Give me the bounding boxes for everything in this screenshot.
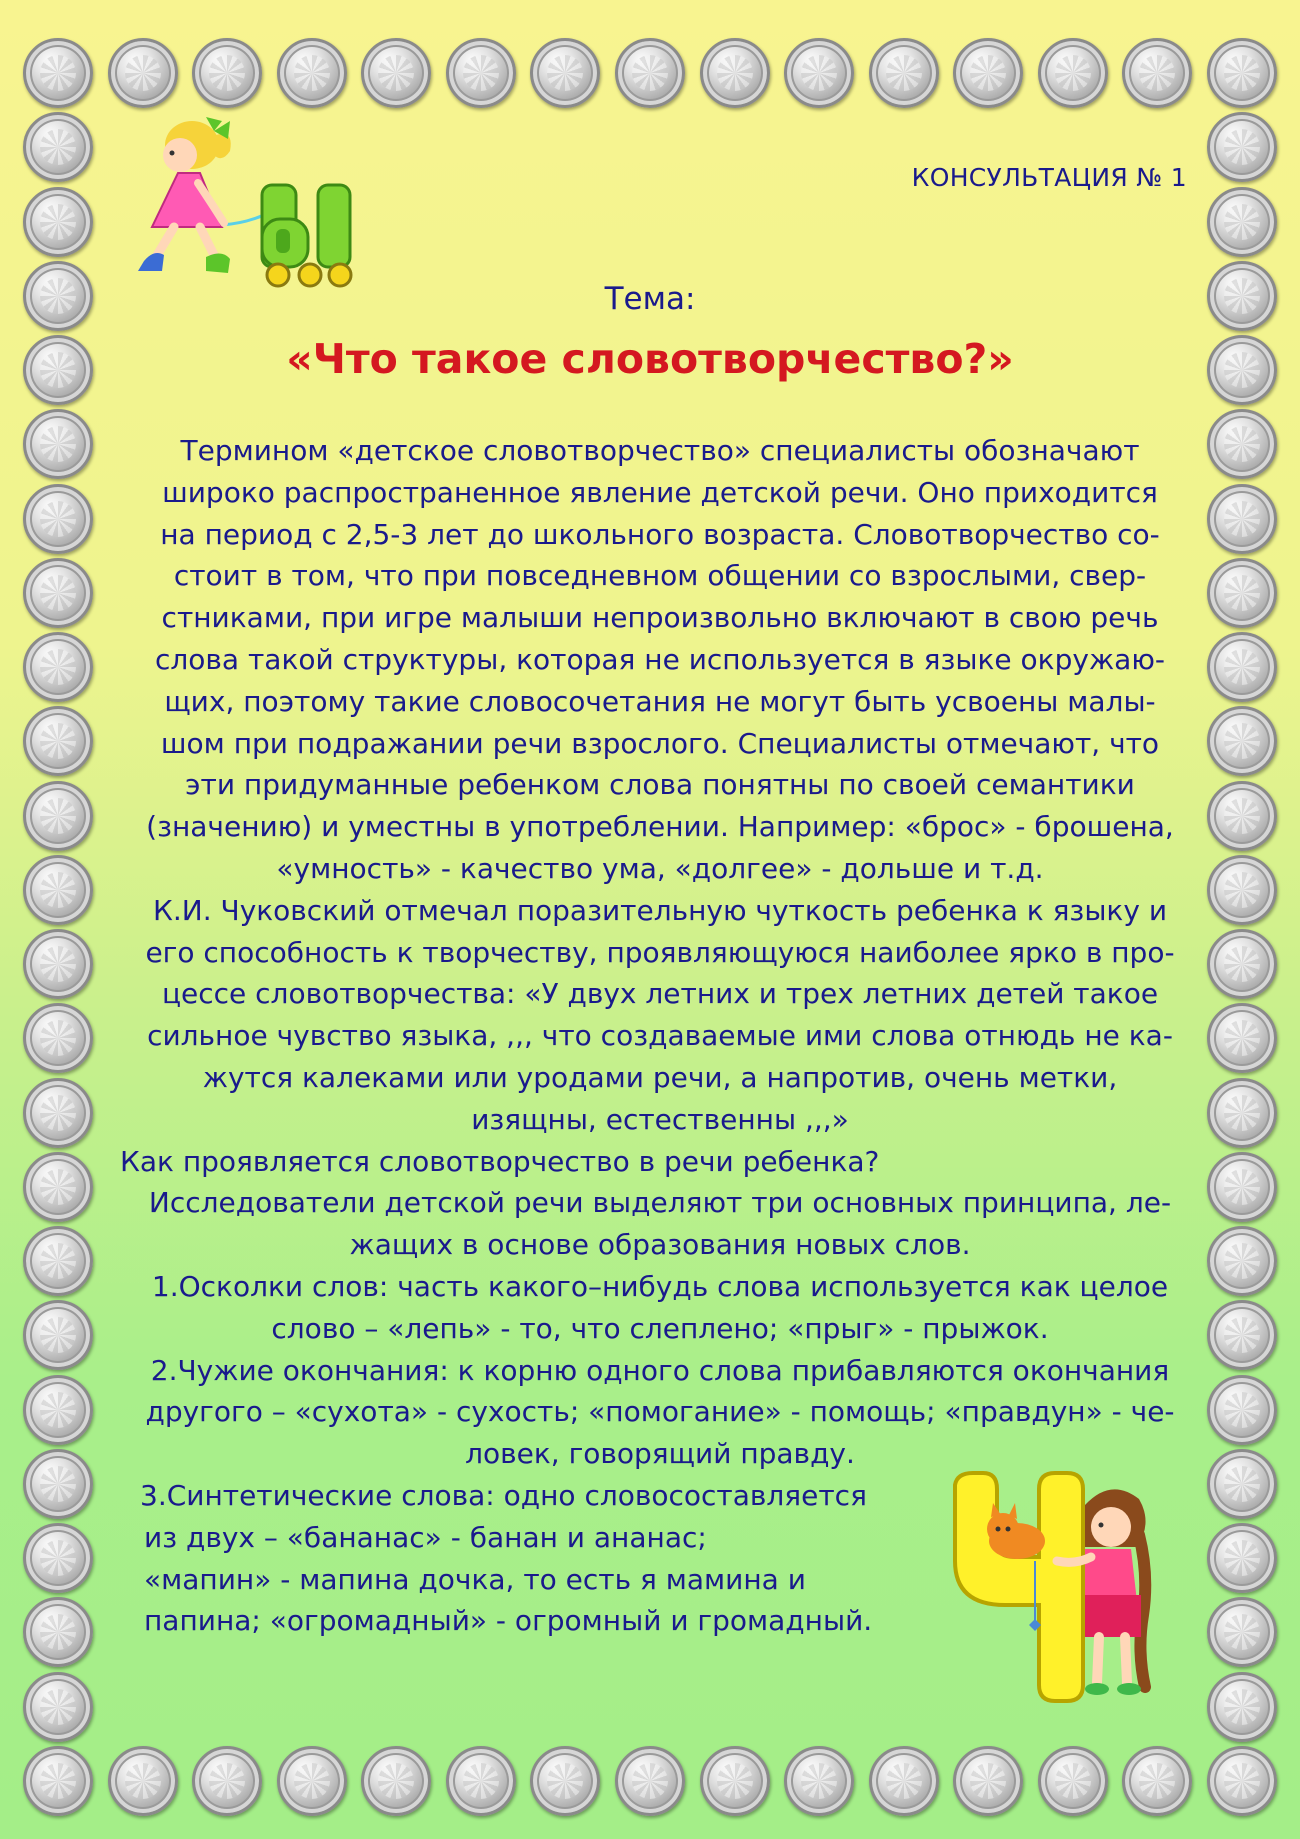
coin-decoration	[1207, 1300, 1277, 1370]
coin-decoration	[192, 1746, 262, 1816]
coin-decoration	[530, 1746, 600, 1816]
coin-decoration	[23, 1152, 93, 1222]
coin-decoration	[23, 1672, 93, 1742]
body-line: жутся калеками или уродами речи, а напротив, очень метки,	[202, 1060, 1118, 1094]
coin-decoration	[1207, 781, 1277, 851]
body-line: слово – «лепь» - то, что слеплено; «прыг» - прыжок.	[271, 1311, 1049, 1345]
coin-decoration	[1207, 1226, 1277, 1296]
coin-decoration	[1207, 632, 1277, 702]
coin-decoration	[1038, 38, 1108, 108]
coin-decoration	[1207, 1523, 1277, 1593]
coin-decoration	[23, 1300, 93, 1370]
body-line: шом при подражании речи взрослого. Специалисты отмечают, что	[160, 726, 1160, 760]
body-line: на период с 2,5-3 лет до школьного возраста. Словотворчество со-	[160, 517, 1160, 551]
coin-decoration	[23, 1449, 93, 1519]
coin-decoration	[23, 1226, 93, 1296]
coin-decoration	[23, 929, 93, 999]
coin-decoration	[277, 38, 347, 108]
coin-decoration	[23, 1375, 93, 1445]
coin-decoration	[23, 1746, 93, 1816]
coin-decoration	[361, 38, 431, 108]
coin-decoration	[1207, 409, 1277, 479]
coin-decoration	[1122, 1746, 1192, 1816]
coin-decoration	[700, 1746, 770, 1816]
topic-label: Тема:	[604, 281, 696, 317]
body-line: цессе словотворчества: «У двух летних и трех летних детей такое	[161, 977, 1159, 1011]
coin-decoration	[784, 1746, 854, 1816]
coin-decoration	[530, 38, 600, 108]
body-line: «мапин» - мапина дочка, то есть я мамина и	[144, 1562, 806, 1596]
coin-decoration	[1207, 112, 1277, 182]
coin-decoration	[108, 1746, 178, 1816]
body-line: ловек, говорящий правду.	[465, 1437, 855, 1471]
body-line: 2.Чужие окончания: к корню одного слова прибавляются окончания	[150, 1353, 1170, 1387]
coin-decoration	[1207, 1003, 1277, 1073]
body-line: стниками, при игре малыши непроизвольно включают в свою речь	[161, 601, 1159, 635]
coin-decoration	[108, 38, 178, 108]
body-line: из двух – «бананас» - банан и ананас;	[144, 1520, 707, 1554]
coin-decoration	[784, 38, 854, 108]
coin-decoration	[1207, 1597, 1277, 1667]
body-line: Исследователи детской речи выделяют три основных принципа, ле-	[148, 1186, 1172, 1220]
coin-decoration	[1207, 38, 1277, 108]
coin-decoration	[953, 1746, 1023, 1816]
coin-decoration	[23, 1003, 93, 1073]
coin-decoration	[23, 632, 93, 702]
body-line: Термином «детское словотворчество» специалисты обозначают	[180, 434, 1140, 467]
coin-decoration	[23, 706, 93, 776]
body-line: стоит в том, что при повседневном общении со взрослыми, свер-	[173, 559, 1147, 593]
coin-decoration	[1207, 558, 1277, 628]
coin-decoration	[1038, 1746, 1108, 1816]
coin-decoration	[869, 38, 939, 108]
body-line: сильное чувство языка, ,,, что создаваемые ими слова отнюдь не ка-	[147, 1019, 1173, 1053]
consultation-label: КОНСУЛЬТАЦИЯ № 1	[911, 163, 1187, 192]
body-line: изящны, естественны ,,,»	[471, 1102, 849, 1136]
coin-decoration	[1207, 1449, 1277, 1519]
coin-decoration	[700, 38, 770, 108]
coin-decoration	[23, 855, 93, 925]
coin-decoration	[23, 558, 93, 628]
body-line: 1.Осколки слов: часть какого–нибудь слова используется как целое	[151, 1269, 1169, 1303]
coin-decoration	[615, 38, 685, 108]
coin-decoration	[446, 1746, 516, 1816]
coin-decoration	[23, 1078, 93, 1148]
coin-decoration	[23, 112, 93, 182]
coin-decoration	[23, 187, 93, 257]
body-line: (значению) и уместны в употреблении. Например: «брос» - брошена,	[146, 810, 1174, 844]
coin-decoration	[1207, 187, 1277, 257]
coin-decoration	[1207, 929, 1277, 999]
body-line: папина; «огромадный» - огромный и громадный.	[144, 1604, 873, 1638]
coin-decoration	[446, 38, 516, 108]
body-line: эти придуманные ребенком слова понятны по своей семантики	[185, 768, 1135, 802]
coin-decoration	[869, 1746, 939, 1816]
girl-with-letter-icon	[935, 1465, 1160, 1705]
coin-decoration	[23, 1597, 93, 1667]
body-line: «умность» - качество ума, «долгее» - дольше и т.д.	[276, 851, 1044, 885]
coin-decoration	[277, 1746, 347, 1816]
coin-decoration	[1207, 484, 1277, 554]
coin-decoration	[1207, 1672, 1277, 1742]
body-line: 3.Синтетические слова: одно словосоставляется	[140, 1478, 867, 1512]
coin-decoration	[23, 484, 93, 554]
coin-decoration	[1122, 38, 1192, 108]
coin-decoration	[23, 1523, 93, 1593]
coin-decoration	[1207, 1078, 1277, 1148]
coin-decoration	[23, 38, 93, 108]
coin-decoration	[1207, 1375, 1277, 1445]
body-line: широко распространенное явление детской речи. Оно приходится	[162, 475, 1158, 509]
page-title: «Что такое словотворчество?»	[286, 335, 1014, 383]
body-line: его способность к творчеству, проявляющуюся наиболее ярко в про-	[145, 935, 1175, 969]
coin-decoration	[1207, 855, 1277, 925]
body-line: слова такой структуры, которая не используется в языке окружаю-	[155, 642, 1165, 676]
body-line: другого – «сухота» - сухость; «помогание» - помощь; «правдун» - че-	[145, 1395, 1175, 1429]
body-line: Как проявляется словотворчество в речи ребенка?	[120, 1144, 880, 1178]
coin-decoration	[1207, 1152, 1277, 1222]
girl-pulling-letter-icon	[130, 115, 360, 300]
coin-decoration	[361, 1746, 431, 1816]
coin-decoration	[1207, 1746, 1277, 1816]
body-text	[120, 430, 1190, 1642]
coin-decoration	[953, 38, 1023, 108]
body-line: щих, поэтому такие словосочетания не могут быть усвоены малы-	[164, 684, 1156, 718]
body-line: жащих в основе образования новых слов.	[349, 1228, 971, 1262]
coin-decoration	[23, 781, 93, 851]
body-line: К.И. Чуковский отмечал поразительную чуткость ребенка к языку и	[152, 893, 1168, 927]
coin-decoration	[23, 409, 93, 479]
coin-decoration	[192, 38, 262, 108]
coin-decoration	[615, 1746, 685, 1816]
coin-decoration	[1207, 706, 1277, 776]
